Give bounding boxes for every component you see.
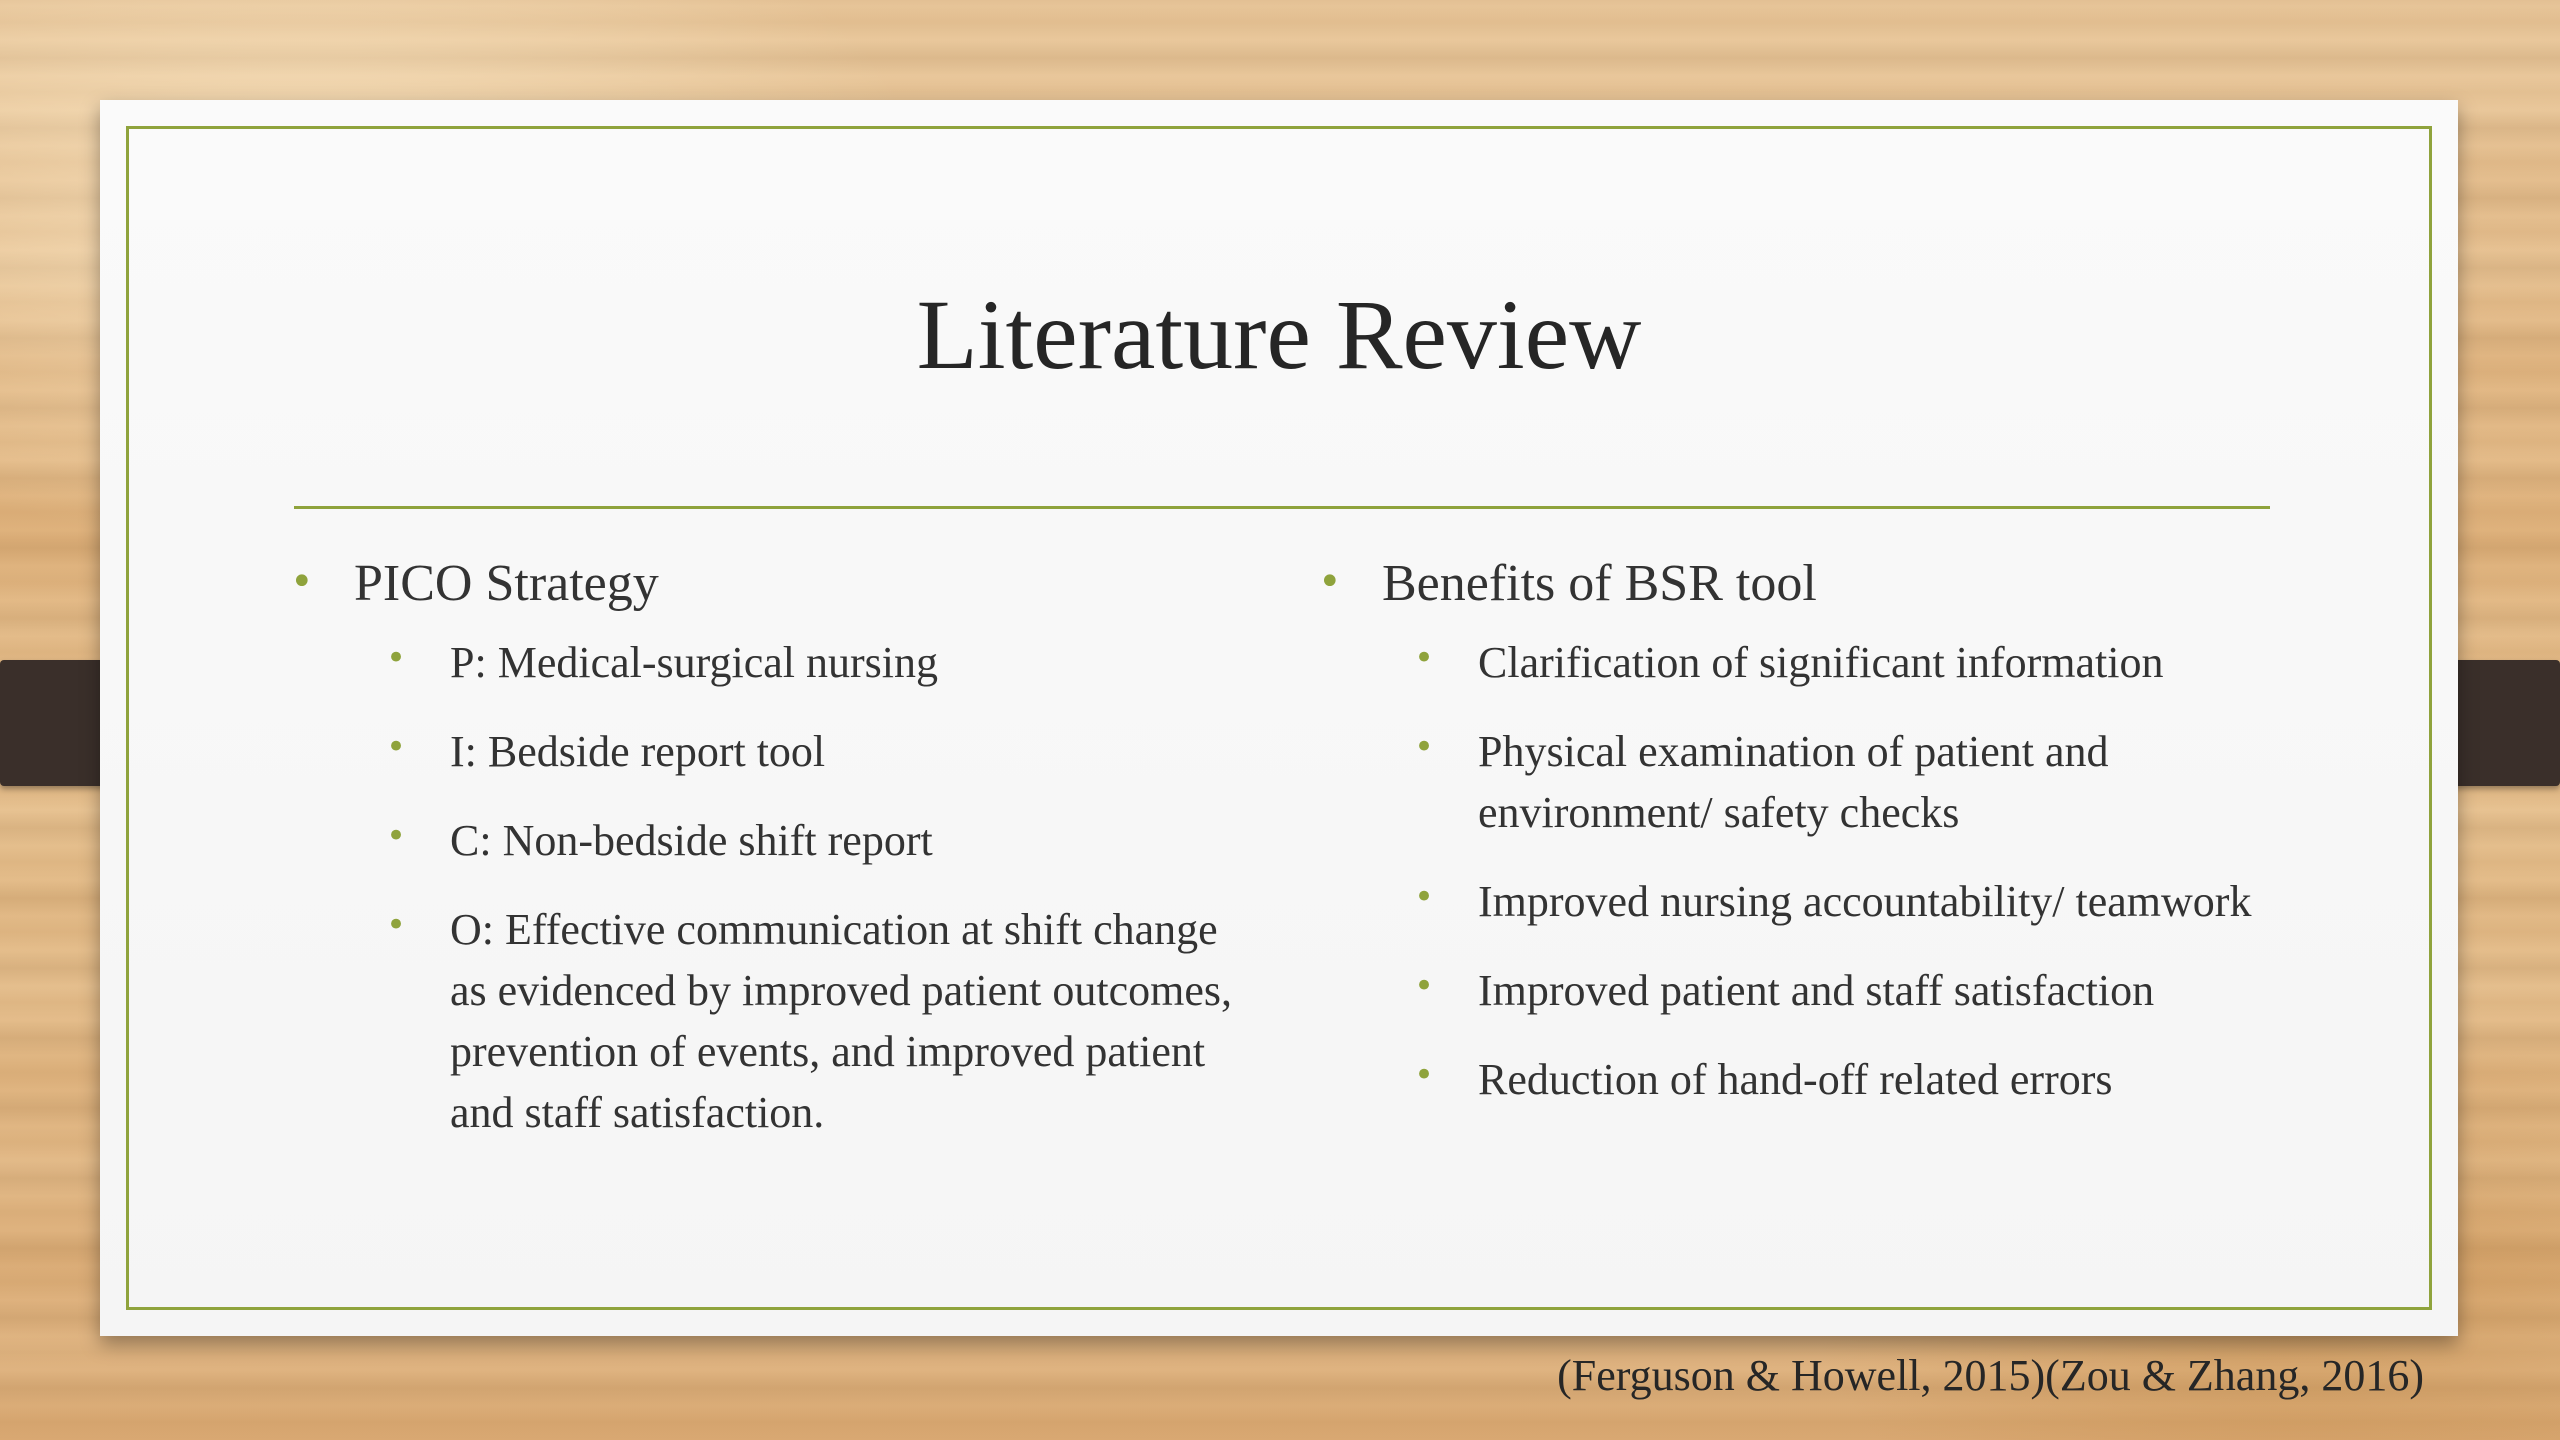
bullet-icon: • xyxy=(1414,966,1435,1006)
benefit-text: Physical examination of patient and environment/ safety checks xyxy=(1478,727,2109,837)
benefit-item xyxy=(1318,960,2298,1021)
benefits-heading: Benefits of BSR tool xyxy=(1382,555,1817,612)
benefit-text: Improved nursing accountability/ teamwork xyxy=(1478,877,2252,926)
benefit-text: Clarification of significant information xyxy=(1478,638,2164,687)
pico-item-text: I: Bedside report tool xyxy=(450,727,826,776)
pico-heading-item xyxy=(290,550,1260,618)
benefits-heading-item xyxy=(1318,550,2298,618)
pico-column xyxy=(290,550,1260,1171)
citation: (Ferguson & Howell, 2015)(Zou & Zhang, 2016) xyxy=(1557,1351,2424,1400)
pico-item-p xyxy=(290,632,1260,693)
slide xyxy=(100,100,2458,1336)
bullet-icon: • xyxy=(1414,877,1435,917)
pico-item-text: O: Effective communication at shift change as evidenced by improved patient outcomes, prevention of events, and improved patient and staff satisfaction. xyxy=(450,905,1232,1137)
bullet-icon: • xyxy=(1414,638,1435,678)
benefits-column xyxy=(1318,550,2298,1138)
benefit-text: Improved patient and staff satisfaction xyxy=(1478,966,2155,1015)
benefit-item xyxy=(1318,871,2298,932)
benefit-item xyxy=(1318,1049,2298,1110)
title-divider xyxy=(294,506,2270,509)
benefit-item xyxy=(1318,721,2298,843)
benefit-text: Reduction of hand-off related errors xyxy=(1478,1055,2113,1104)
pico-item-text: P: Medical-surgical nursing xyxy=(450,638,938,687)
bullet-icon: • xyxy=(1414,1055,1435,1095)
bullet-icon: • xyxy=(386,638,407,678)
slide-title: Literature Review xyxy=(916,279,1642,390)
bullet-icon: • xyxy=(1414,727,1435,767)
benefit-item xyxy=(1318,632,2298,693)
bullet-icon: • xyxy=(386,905,407,945)
pico-item-c xyxy=(290,810,1260,871)
pico-item-o xyxy=(290,899,1260,1143)
pico-item-i xyxy=(290,721,1260,782)
bullet-icon: • xyxy=(386,816,407,856)
pico-heading: PICO Strategy xyxy=(354,555,659,612)
bullet-icon: • xyxy=(1318,559,1342,605)
pico-item-text: C: Non-bedside shift report xyxy=(450,816,933,865)
bullet-icon: • xyxy=(290,559,314,605)
bullet-icon: • xyxy=(386,727,407,767)
